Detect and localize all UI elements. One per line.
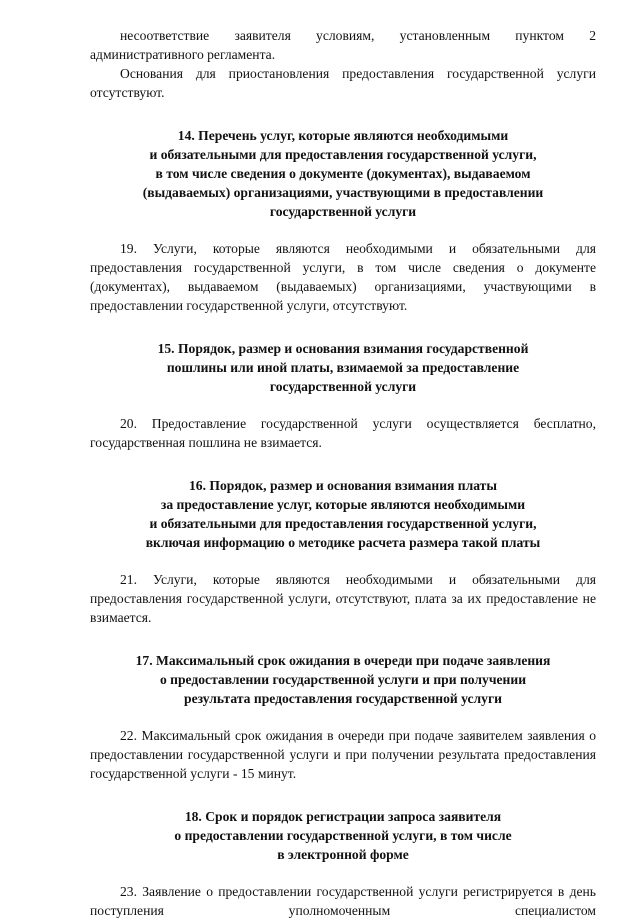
heading-line: 15. Порядок, размер и основания взимания государственной	[157, 341, 529, 356]
section-paragraph: 20. Предоставление государственной услуги осуществляется бесплатно, государственная пошлина не взимается.	[90, 416, 596, 450]
section-heading	[90, 126, 596, 221]
intro-paragraph-1: несоответствие заявителя условиям, установленным пунктом 2 административного регламента.	[90, 28, 596, 62]
section-heading	[90, 651, 596, 708]
heading-line: государственной услуги	[269, 204, 417, 219]
section-paragraph: 19. Услуги, которые являются необходимыми и обязательными для предоставления государственной услуги, в том числе сведения о документе (документах), выдаваемом (выдаваемых) организациями, участвующими в предоставлении государственной услуги, отсутствуют.	[90, 241, 596, 313]
heading-line: (выдаваемых) организациями, участвующими в предоставлении	[142, 185, 544, 200]
heading-line: государственной услуги	[269, 379, 417, 394]
heading-line: и обязательными для предоставления государственной услуги,	[149, 516, 537, 531]
section-heading	[90, 476, 596, 552]
section-heading	[90, 807, 596, 864]
heading-line: и обязательными для предоставления государственной услуги,	[149, 147, 537, 162]
section-paragraph: 23. Заявление о предоставлении государственной услуги регистрируется в день поступления уполномоченным специалистом	[90, 884, 596, 918]
heading-line: 14. Перечень услуг, которые являются необходимыми	[177, 128, 509, 143]
section-14	[90, 126, 596, 315]
heading-line: 16. Порядок, размер и основания взимания платы	[189, 478, 497, 493]
heading-line: 18. Срок и порядок регистрации запроса заявителя	[184, 809, 502, 824]
section-17	[90, 651, 596, 783]
section-paragraph: 22. Максимальный срок ожидания в очереди при подаче заявителем заявления о предоставлении государственной услуги и при получении результата предоставления государственной услуги - 15 минут.	[90, 728, 596, 781]
heading-line: результата предоставления государственной услуги	[184, 691, 502, 706]
section-15	[90, 339, 596, 452]
heading-line: 17. Максимальный срок ожидания в очереди при подаче заявления	[135, 653, 551, 668]
heading-line: пошлины или иной платы, взимаемой за предоставление	[166, 360, 520, 375]
section-18	[90, 807, 596, 920]
heading-line: за предоставление услуг, которые являются необходимыми	[160, 497, 526, 512]
heading-line: в электронной форме	[277, 847, 409, 862]
heading-line: о предоставлении государственной услуги, в том числе	[174, 828, 512, 843]
heading-line: включая информацию о методике расчета размера такой платы	[145, 535, 541, 550]
heading-line: в том числе сведения о документе (документах), выдаваемом	[155, 166, 531, 181]
heading-line: о предоставлении государственной услуги и при получении	[159, 672, 527, 687]
section-heading	[90, 339, 596, 396]
intro-paragraph-2: Основания для приостановления предоставления государственной услуги отсутствуют.	[90, 66, 596, 100]
section-paragraph: 21. Услуги, которые являются необходимыми и обязательными для предоставления государственной услуги, отсутствуют, плата за их предоставление не взимается.	[90, 572, 596, 625]
section-16	[90, 476, 596, 627]
